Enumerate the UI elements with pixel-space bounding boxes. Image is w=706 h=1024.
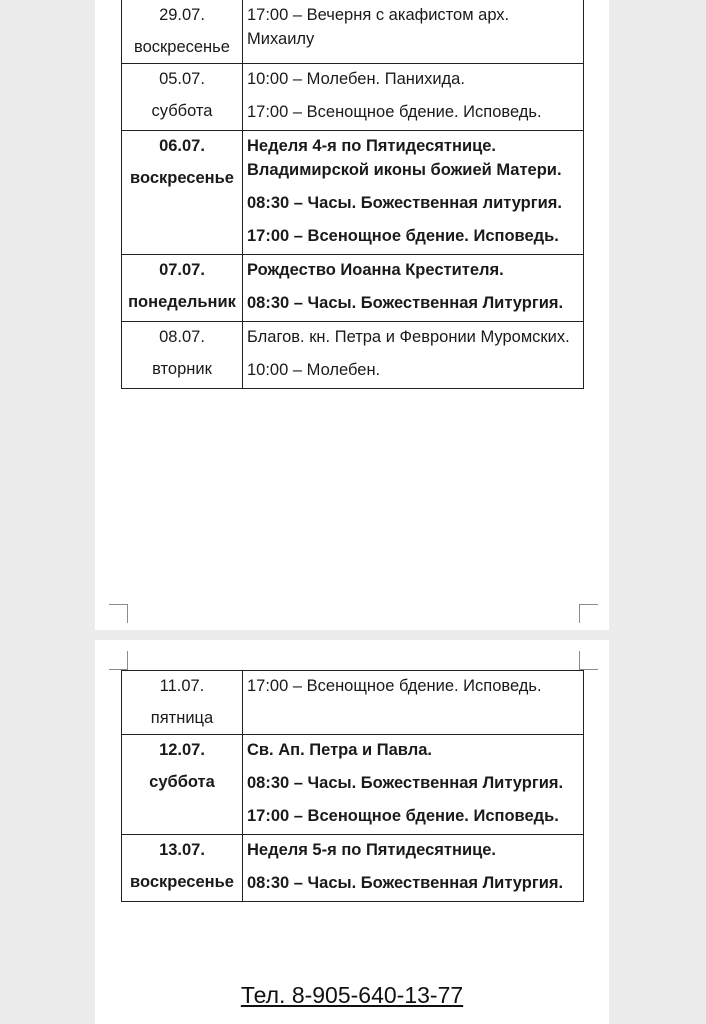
weekday-text: понедельник bbox=[128, 293, 236, 311]
date-text: 11.07. bbox=[159, 677, 205, 695]
schedule-row bbox=[122, 322, 584, 389]
service-line: 08:30 – Часы. Божественная Литургия. bbox=[247, 294, 564, 312]
schedule-table-body bbox=[122, 671, 584, 902]
service-line: 08:30 – Часы. Божественная литургия. bbox=[247, 194, 562, 212]
date-text: 05.07. bbox=[159, 70, 205, 88]
date-text: 12.07. bbox=[159, 741, 205, 759]
service-cell bbox=[243, 131, 584, 255]
service-cell bbox=[243, 322, 584, 389]
date-cell bbox=[122, 735, 243, 835]
schedule-row bbox=[122, 131, 584, 255]
date-cell bbox=[122, 322, 243, 389]
document-page-1 bbox=[95, 0, 609, 630]
date-text: 08.07. bbox=[159, 328, 205, 346]
crop-mark-top-left bbox=[109, 651, 128, 670]
schedule-table-page-2 bbox=[121, 670, 584, 902]
weekday-text: суббота bbox=[149, 773, 215, 791]
date-cell bbox=[122, 131, 243, 255]
service-line: 17:00 – Всенощное бдение. Исповедь. bbox=[247, 103, 542, 121]
weekday-text: пятница bbox=[150, 709, 214, 727]
weekday-text: воскресенье bbox=[134, 38, 230, 56]
schedule-table-page-1 bbox=[121, 0, 584, 389]
service-line: 17:00 – Вечерня с акафистом арх. Михаилу bbox=[247, 6, 510, 48]
phone-number: Тел. 8-905-640-13-77 bbox=[240, 982, 464, 1008]
service-line: Неделя 4-я по Пятидесятнице. Владимирской иконы божией Матери. bbox=[247, 137, 562, 179]
service-line: Неделя 5-я по Пятидесятнице. bbox=[247, 841, 496, 859]
schedule-row bbox=[122, 64, 584, 131]
schedule-row bbox=[122, 255, 584, 322]
weekday-text: суббота bbox=[151, 102, 213, 120]
service-line: 08:30 – Часы. Божественная Литургия. bbox=[247, 874, 564, 892]
crop-mark-bottom-right bbox=[579, 604, 598, 623]
date-cell bbox=[122, 0, 243, 64]
service-line: 10:00 – Молебен. Панихида. bbox=[247, 70, 465, 88]
document-page-2 bbox=[95, 640, 609, 1024]
service-line: 10:00 – Молебен. bbox=[247, 361, 381, 379]
service-line: Св. Ап. Петра и Павла. bbox=[247, 741, 432, 759]
service-line: 17:00 – Всенощное бдение. Исповедь. bbox=[247, 677, 542, 695]
date-text: 06.07. bbox=[159, 137, 205, 155]
schedule-table-body bbox=[122, 0, 584, 389]
service-line: Благов. кн. Петра и Февронии Муромских. bbox=[247, 328, 570, 346]
schedule-row bbox=[122, 835, 584, 902]
service-line: Рождество Иоанна Крестителя. bbox=[247, 261, 504, 279]
date-cell bbox=[122, 255, 243, 322]
schedule-row bbox=[122, 0, 584, 64]
service-line: 08:30 – Часы. Божественная Литургия. bbox=[247, 774, 564, 792]
service-line: 17:00 – Всенощное бдение. Исповедь. bbox=[247, 227, 559, 245]
schedule-row bbox=[122, 671, 584, 735]
weekday-text: вторник bbox=[152, 360, 212, 378]
date-text: 13.07. bbox=[159, 841, 205, 859]
service-line: 17:00 – Всенощное бдение. Исповедь. bbox=[247, 807, 559, 825]
service-cell bbox=[243, 0, 584, 64]
date-cell bbox=[122, 64, 243, 131]
weekday-text: воскресенье bbox=[130, 169, 234, 187]
service-cell bbox=[243, 64, 584, 131]
weekday-text: воскресенье bbox=[130, 873, 234, 891]
date-cell bbox=[122, 835, 243, 902]
date-cell bbox=[122, 671, 243, 735]
date-text: 07.07. bbox=[159, 261, 205, 279]
service-cell bbox=[243, 671, 584, 735]
schedule-row bbox=[122, 735, 584, 835]
service-cell bbox=[243, 735, 584, 835]
crop-mark-top-right bbox=[579, 651, 598, 670]
service-cell bbox=[243, 835, 584, 902]
date-text: 29.07. bbox=[159, 6, 205, 24]
service-cell bbox=[243, 255, 584, 322]
crop-mark-bottom-left bbox=[109, 604, 128, 623]
